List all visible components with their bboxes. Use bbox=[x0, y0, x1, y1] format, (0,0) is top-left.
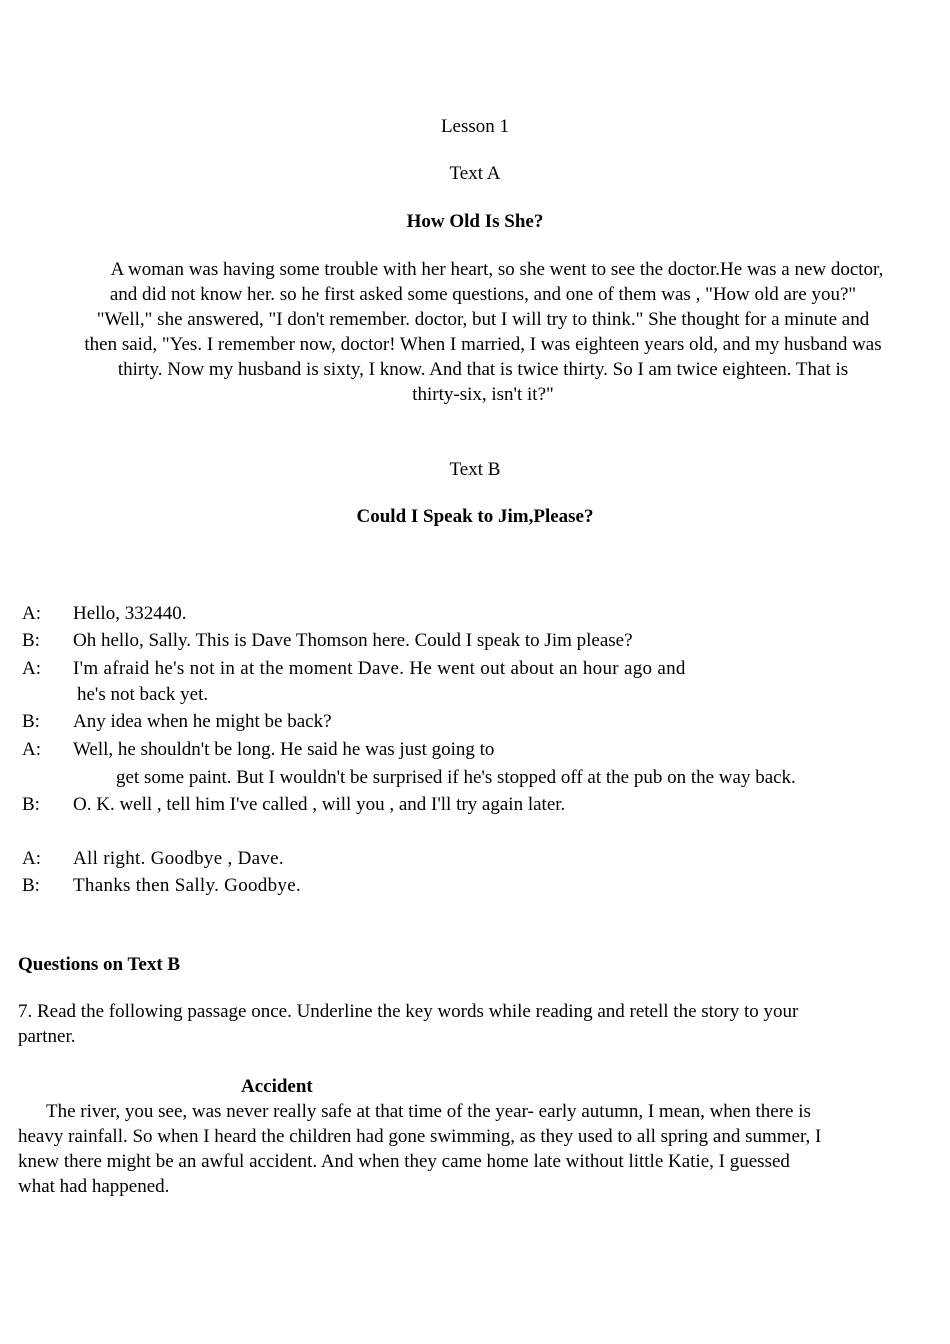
passage-body bbox=[18, 1099, 943, 1199]
story-line: and did not know her. so he first asked some questions, and one of them was , "How old are you?" bbox=[109, 284, 857, 305]
speaker-label: B: bbox=[22, 794, 40, 815]
questions-heading: Questions on Text B bbox=[18, 954, 181, 975]
story-line: thirty. Now my husband is sixty, I know. And that is twice thirty. So I am twice eighteen. That is bbox=[117, 359, 849, 380]
speaker-label: A: bbox=[22, 848, 41, 869]
dialogue-text: Any idea when he might be back? bbox=[73, 711, 332, 732]
speaker-label: B: bbox=[22, 630, 40, 651]
speaker-label: A: bbox=[22, 739, 41, 760]
story-line: "Well," she answered, "I don't remember. doctor, but I will try to think." She thought for a minute and bbox=[96, 309, 870, 330]
dialogue-text: O. K. well , tell him I've called , will you , and I'll try again later. bbox=[73, 794, 566, 815]
dialogue-text: All right. Goodbye , Dave. bbox=[73, 848, 284, 869]
story-line: thirty-six, isn't it?" bbox=[412, 384, 554, 405]
lesson-title: Lesson 1 bbox=[440, 116, 510, 137]
dialogue-text: Thanks then Sally. Goodbye. bbox=[73, 875, 301, 896]
speaker-label: A: bbox=[22, 658, 41, 679]
speaker-label: B: bbox=[22, 711, 40, 732]
story-line: then said, "Yes. I remember now, doctor! When I married, I was eighteen years old, and my husband was bbox=[84, 334, 882, 355]
text-b-label: Text B bbox=[449, 459, 501, 480]
passage-line: heavy rainfall. So when I heard the children had gone swimming, as they used to all spring and summer, I bbox=[18, 1126, 822, 1147]
story-line: A woman was having some trouble with her heart, so she went to see the doctor.He was a new doctor, bbox=[110, 259, 884, 280]
speaker-label: A: bbox=[22, 603, 41, 624]
dialogue-continuation: get some paint. But I wouldn't be surprised if he's stopped off at the pub on the way back. bbox=[116, 767, 796, 788]
passage-line: knew there might be an awful accident. And when they came home late without little Katie, I guessed bbox=[18, 1151, 790, 1172]
instruction-line: 7. Read the following passage once. Underline the key words while reading and retell the story to your bbox=[18, 1001, 799, 1022]
text-b-title: Could I Speak to Jim,Please? bbox=[356, 506, 594, 527]
text-a-label: Text A bbox=[449, 163, 501, 184]
passage-line: The river, you see, was never really safe at that time of the year- early autumn, I mean, when there is bbox=[46, 1101, 811, 1122]
text-a-story bbox=[18, 257, 948, 407]
passage-title: Accident bbox=[241, 1076, 313, 1097]
passage-line: what had happened. bbox=[18, 1176, 170, 1197]
dialogue-text: Well, he shouldn't be long. He said he was just going to bbox=[73, 739, 495, 760]
dialogue-continuation: he's not back yet. bbox=[77, 684, 209, 705]
question-instruction bbox=[18, 999, 943, 1049]
speaker-label: B: bbox=[22, 875, 40, 896]
dialogue-text: Oh hello, Sally. This is Dave Thomson here. Could I speak to Jim please? bbox=[73, 630, 633, 651]
dialogue-text: I'm afraid he's not in at the moment Dave. He went out about an hour ago and bbox=[73, 658, 686, 679]
dialogue-text: Hello, 332440. bbox=[73, 603, 187, 624]
instruction-line: partner. bbox=[18, 1026, 76, 1047]
text-a-title: How Old Is She? bbox=[406, 211, 544, 232]
